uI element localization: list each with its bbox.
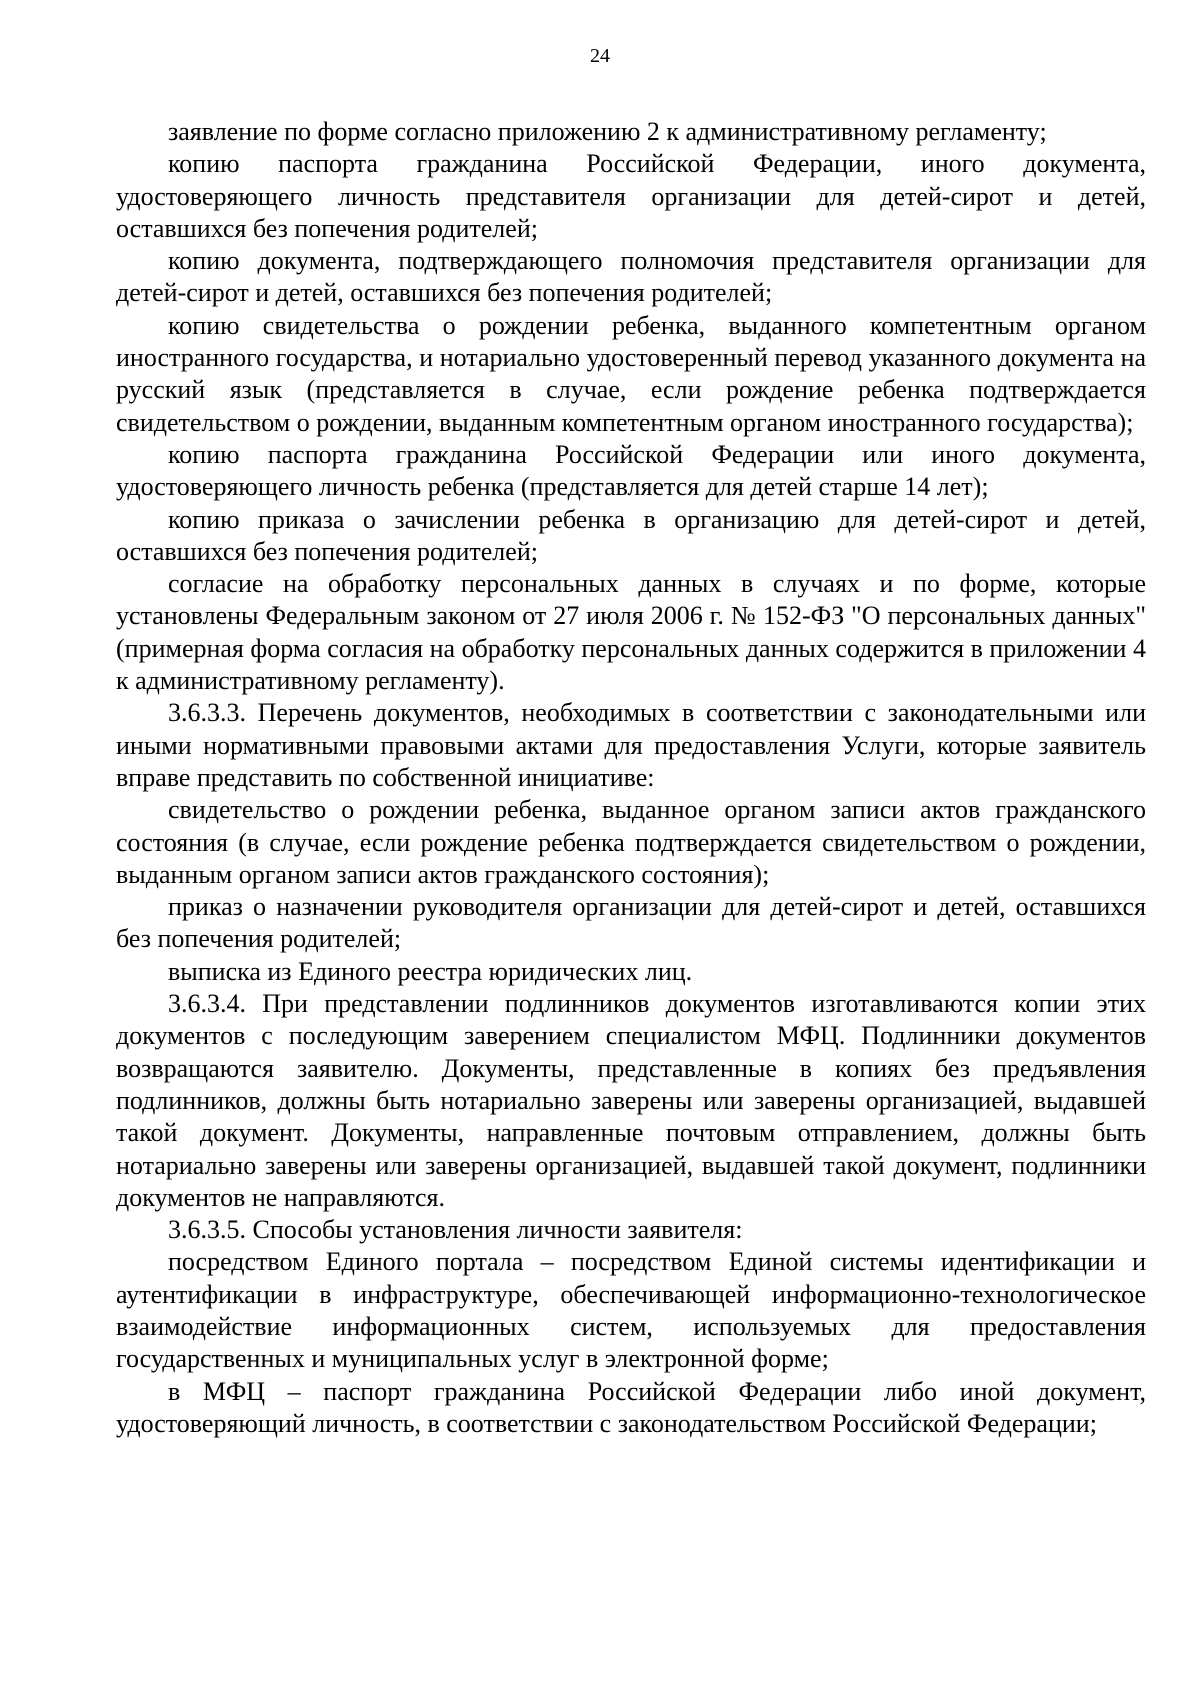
paragraph-representative-passport: копию паспорта гражданина Российской Федерации, иного документа, удостоверяющего личность представителя организации для детей-сирот и детей, оставшихся без попечения родителей; — [116, 149, 1146, 243]
paragraph-enrollment-order: копию приказа о зачислении ребенка в организацию для детей-сирот и детей, оставшихся без попечения родителей; — [116, 504, 1146, 566]
paragraph-unified-portal: посредством Единого портала – посредством Единой системы идентификации и аутентификации в инфраструктуре, обеспечивающей информационно-технологическое взаимодействие информационных систем, используемых для предоставления государственных и муниципальных услуг в электронной форме; — [116, 1247, 1146, 1374]
paragraph-mfc-identity: в МФЦ – паспорт гражданина Российской Федерации либо иной документ, удостоверяющий личность, в соответствии с законодательством Российской Федерации; — [116, 1376, 1146, 1438]
paragraph-application-form: заявление по форме согласно приложению 2 к административному регламенту; — [168, 117, 1047, 146]
paragraph-authority-document: копию документа, подтверждающего полномочия представителя организации для детей-сирот и детей, оставшихся без попечения родителей; — [116, 246, 1146, 308]
paragraph-registry-extract: выписка из Единого реестра юридических лиц. — [168, 956, 693, 986]
document-body — [116, 116, 1146, 1440]
paragraph-foreign-birth-certificate: копию свидетельства о рождении ребенка, выданного компетентным органом иностранного государства, и нотариально удостоверенный перевод указанного документа на русский язык (представляется в случае, если рождение ребенка подтверждается свидетельством о рождении, выданным компетентным органом иностранного государства); — [116, 310, 1146, 437]
paragraph-child-passport: копию паспорта гражданина Российской Федерации или иного документа, удостоверяющего личность ребенка (представляется для детей старше 14 лет); — [116, 439, 1146, 502]
page-number: 24 — [590, 45, 610, 67]
paragraph-section-3-6-3-3: 3.6.3.3. Перечень документов, необходимых в соответствии с законодательными или иными нормативными правовыми актами для предоставления Услуги, которые заявитель вправе представить по собственной инициативе: — [116, 698, 1146, 792]
paragraph-section-3-6-3-4: 3.6.3.4. При представлении подлинников документов изготавливаются копии этих документов с последующим заверением специалистом МФЦ. Подлинники документов возвращаются заявителю. Документы, представленные в копиях без предъявления подлинников, должны быть нотариально заверены или заверены организацией, выдавшей такой документ. Документы, направленные почтовым отправлением, должны быть нотариально заверены или заверены организацией, выдавшей такой документ, подлинники документов не направляются. — [116, 989, 1146, 1212]
paragraph-birth-certificate: свидетельство о рождении ребенка, выданное органом записи актов гражданского состояния (в случае, если рождение ребенка подтверждается свидетельством о рождении, выданным органом записи актов гражданского состояния); — [116, 795, 1146, 889]
paragraph-personal-data-consent: согласие на обработку персональных данных в случаях и по форме, которые установлены Федеральным законом от 27 июля 2006 г. № 152-ФЗ "О персональных данных" (примерная форма согласия на обработку персональных данных содержится в приложении 4 к административному регламенту). — [116, 569, 1146, 696]
paragraph-section-3-6-3-5: 3.6.3.5. Способы установления личности заявителя: — [168, 1215, 743, 1245]
paragraph-director-appointment: приказ о назначении руководителя организации для детей-сирот и детей, оставшихся без попечения родителей; — [116, 892, 1146, 954]
